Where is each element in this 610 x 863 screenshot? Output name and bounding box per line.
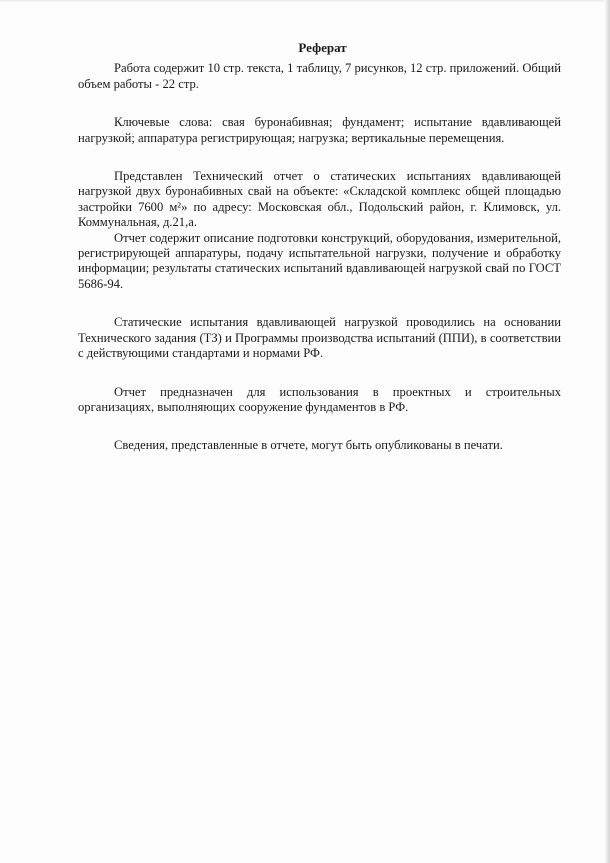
document-title: Реферат <box>298 40 347 55</box>
spacer <box>78 92 561 115</box>
scan-top-edge <box>0 0 610 3</box>
spacer <box>78 292 561 315</box>
paragraph-summary: Работа содержит 10 стр. текста, 1 таблицу, 7 рисунков, 12 стр. приложений. Общий объем работы - 22 стр. <box>78 61 561 91</box>
spacer <box>78 415 561 438</box>
document-body <box>78 40 561 454</box>
paragraph-report-contents: Отчет содержит описание подготовки конструкций, оборудования, измерительной, регистрирующей аппаратуры, подачу испытательной нагрузки, получение и обработку информации; результаты статических испытаний вдавливающей нагрузкой свай по ГОСТ 5686-94. <box>78 230 561 291</box>
paragraph-keywords: Ключевые слова: свая буронабивная; фундамент; испытание вдавливающей нагрузкой; аппаратура регистрирующая; нагрузка; вертикальные перемещения. <box>78 115 561 145</box>
paragraph-intended-use: Отчет предназначен для использования в проектных и строительных организациях, выполняющих сооружение фундаментов в РФ. <box>78 384 561 414</box>
paragraph-publication: Сведения, представленные в отчете, могут быть опубликованы в печати. <box>114 438 503 453</box>
spacer <box>78 362 561 385</box>
scan-right-edge <box>604 0 610 863</box>
spacer <box>78 146 561 169</box>
paragraph-report-subject: Представлен Технический отчет о статических испытаниях вдавливающей нагрузкой двух буронабивных свай на объекте: «Складской комплекс общей площадью застройки 7600 м²» по адресу: Московская обл., Подольский район, г. Климовск, ул. Коммунальная, д.21,а. <box>78 169 561 230</box>
paragraph-test-basis: Статические испытания вдавливающей нагрузкой проводились на основании Технического задания (ТЗ) и Программы производства испытаний (ППИ), в соответствии с действующими стандартами и нормами РФ. <box>78 315 561 361</box>
